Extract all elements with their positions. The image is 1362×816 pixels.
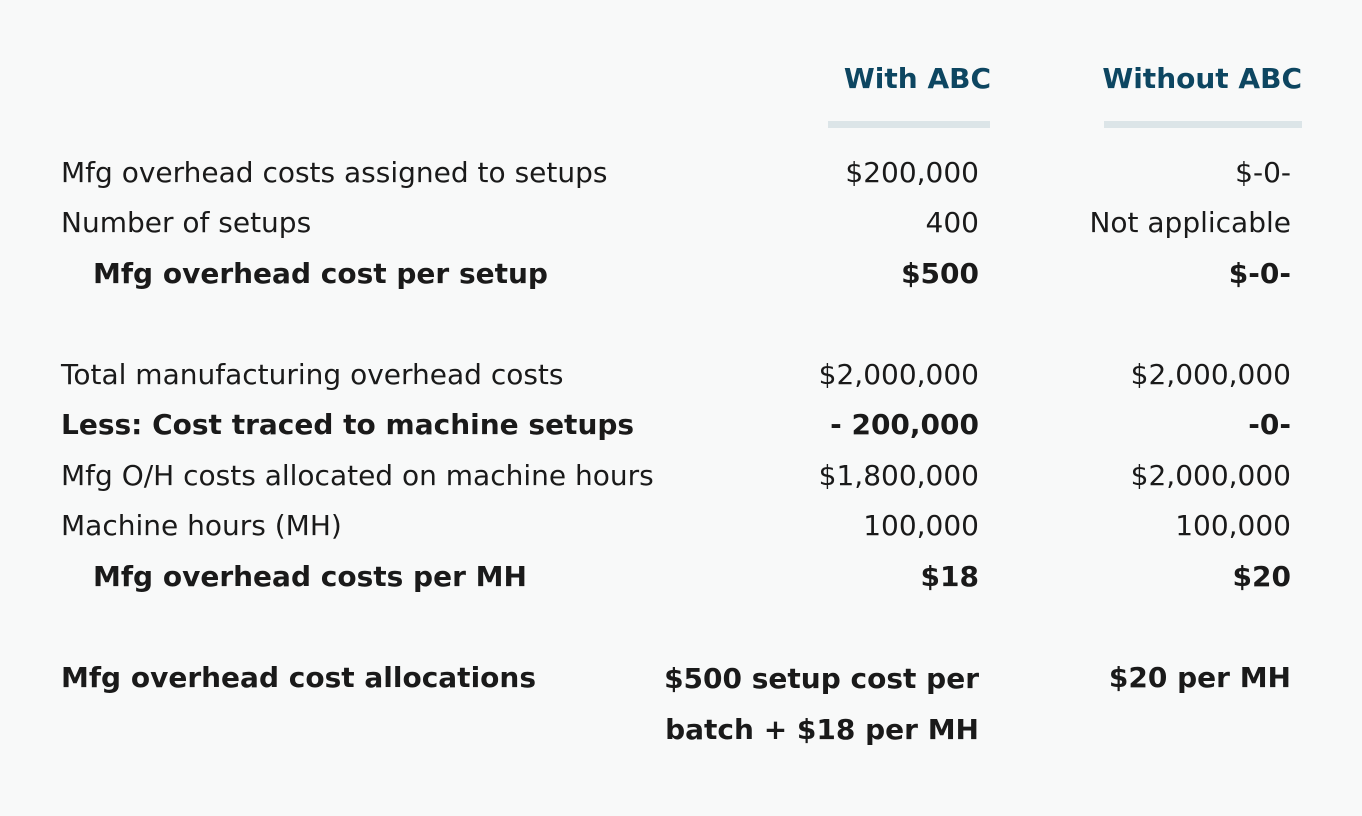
with-abc-value: $18 [920, 560, 979, 593]
row-label: Mfg overhead costs per MH [93, 560, 527, 593]
allocation-label: Mfg overhead cost allocations [61, 661, 537, 694]
table-row-subtotal [0, 249, 1362, 299]
with-abc-value: $2,000,000 [818, 358, 979, 391]
without-abc-value: -0- [1248, 408, 1291, 441]
with-abc-value: $1,800,000 [818, 459, 979, 492]
row-label: Mfg overhead cost per setup [93, 257, 548, 290]
without-abc-value: $2,000,000 [1130, 459, 1291, 492]
table-row [0, 148, 1362, 198]
without-abc-value: $-0- [1235, 156, 1291, 189]
row-label: Number of setups [61, 206, 312, 239]
allocation-with-abc [664, 653, 979, 755]
with-abc-value: 100,000 [863, 509, 979, 542]
allocation-row [0, 653, 1362, 757]
row-label: Machine hours (MH) [61, 509, 342, 542]
allocation-with-abc-line-2: batch + $18 per MH [665, 713, 979, 746]
with-abc-value: $500 [901, 257, 979, 290]
without-abc-value: 100,000 [1175, 509, 1291, 542]
row-label: Mfg O/H costs allocated on machine hours [61, 459, 654, 492]
table-row [0, 400, 1362, 450]
table-row [0, 501, 1362, 551]
with-abc-value: 400 [925, 206, 979, 239]
with-abc-value: - 200,000 [830, 408, 979, 441]
row-label: Less: Cost traced to machine setups [61, 408, 635, 441]
with-abc-value: $200,000 [845, 156, 979, 189]
without-abc-value: $-0- [1228, 257, 1291, 290]
table-row-subtotal [0, 552, 1362, 602]
table-row [0, 198, 1362, 248]
header-without-abc: Without ABC [1102, 62, 1302, 95]
without-abc-value: $2,000,000 [1130, 358, 1291, 391]
table-row [0, 451, 1362, 501]
without-abc-value: Not applicable [1089, 206, 1291, 239]
header-with-abc: With ABC [843, 62, 991, 95]
header-with-abc-rule [828, 121, 990, 128]
without-abc-value: $20 [1232, 560, 1291, 593]
allocation-without-abc: $20 per MH [1108, 661, 1291, 694]
header-without-abc-rule [1104, 121, 1302, 128]
row-label: Mfg overhead costs assigned to setups [61, 156, 608, 189]
allocation-with-abc-line-1: $500 setup cost per [664, 662, 979, 695]
table-row [0, 350, 1362, 400]
row-label: Total manufacturing overhead costs [61, 358, 564, 391]
